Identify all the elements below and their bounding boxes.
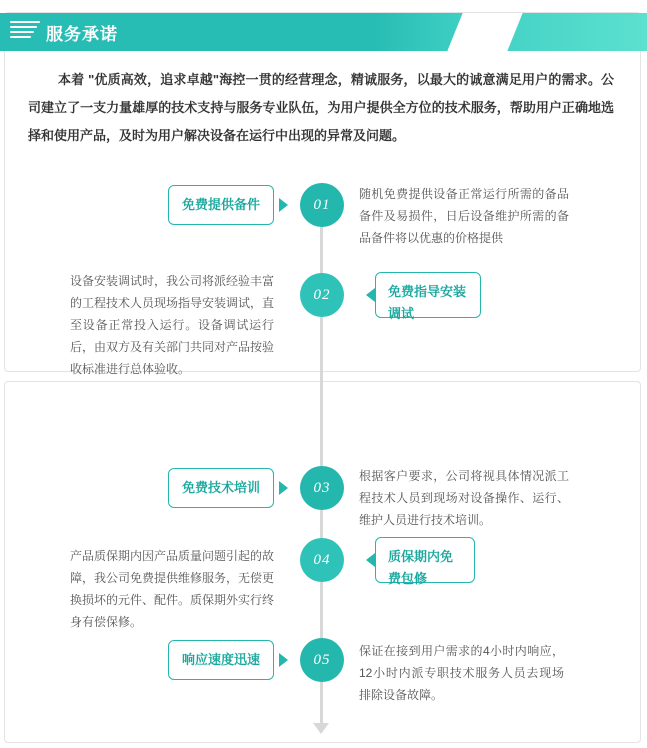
step-circle-03: 03 — [300, 466, 344, 510]
step-description-03: 根据客户要求，公司将视具体情况派工程技术人员到现场对设备操作、运行、维护人员进行技术培训。 — [359, 469, 569, 527]
step-label-03: 免费技术培训 — [168, 468, 274, 508]
step-description-02: 设备安装调试时，我公司将派经验丰富的工程技术人员现场指导安装调试，直至设备正常投入运行。设备调试运行后，由双方及有关部门共同对产品按验收标准进行总体验收。 — [70, 274, 275, 376]
step-label-01: 免费提供备件 — [168, 185, 274, 225]
step-label-04: 质保期内免费包修 — [375, 537, 475, 583]
connector-arrow-04 — [366, 553, 375, 567]
connector-arrow-05 — [279, 653, 288, 667]
step-description-04: 产品质保期内因产品质量问题引起的故障，我公司免费提供维修服务，无偿更换损坏的元件、配件。质保期外实行终身有偿保修。 — [70, 549, 275, 629]
step-description-05: 保证在接到用户需求的4小时内响应，12小时内派专职技术服务人员去现场排除设备故障。 — [359, 644, 564, 702]
intro-paragraph: 本着 "优质高效，追求卓越"海控一贯的经营理念，精诚服务，以最大的诚意满足用户的需求。公司建立了一支力量雄厚的技术支持与服务专业队伍，为用户提供全方位的技术服务，帮助用户正确地选择和使用产品，及时为用户解决设备在运行中出现的异常及问题。 — [28, 72, 614, 143]
connector-arrow-03 — [279, 481, 288, 495]
connector-arrow-02 — [366, 288, 375, 302]
connector-arrow-01 — [279, 198, 288, 212]
step-circle-04: 04 — [300, 538, 344, 582]
step-circle-01: 01 — [300, 183, 344, 227]
step-label-05: 响应速度迅速 — [168, 640, 274, 680]
section-header — [0, 0, 647, 57]
step-description-01: 随机免费提供设备正常运行所需的备品备件及易损件，日后设备维护所需的备品备件将以优惠的价格提供 — [359, 187, 569, 245]
step-circle-05: 05 — [300, 638, 344, 682]
step-label-02: 免费指导安装调试 — [375, 272, 481, 318]
page-title: 服务承诺 — [46, 25, 118, 44]
timeline-arrow-icon — [313, 723, 329, 734]
menu-lines-icon — [10, 21, 40, 41]
step-circle-02: 02 — [300, 273, 344, 317]
